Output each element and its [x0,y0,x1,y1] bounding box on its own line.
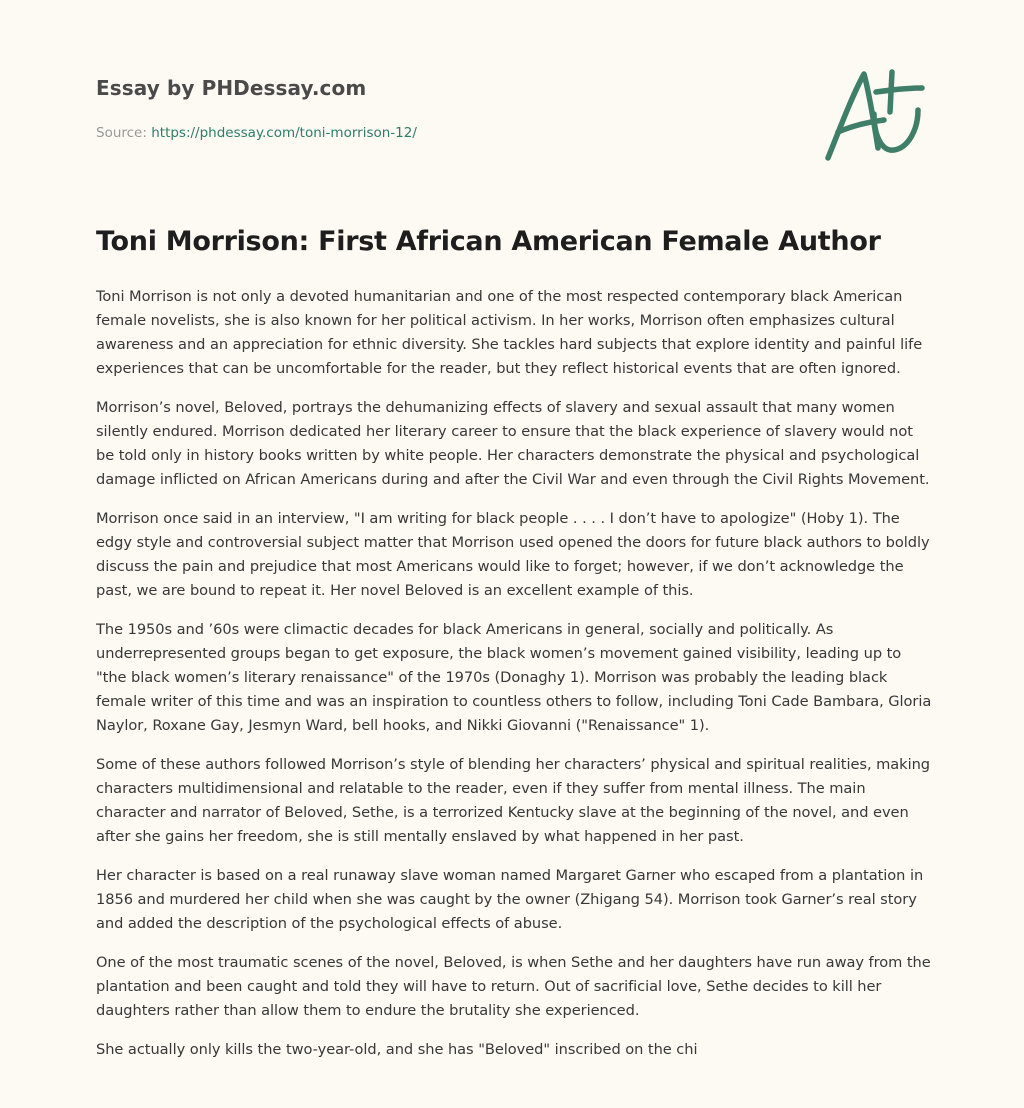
source-label: Source: [96,125,152,141]
source-link[interactable]: https://phdessay.com/toni-morrison-12/ [151,125,417,141]
paragraph: Some of these authors followed Morrison’s style of blending her characters’ physical and spiritual realities, making characters multidimensional and relatable to the reader, even if they suffer from mental illness. The main character and narrator of Beloved, Sethe, is a terrorized Kentucky slave at the beginning of the novel, and even after she gains her freedom, she is still mentally enslaved by what happened in her past. [96,756,930,845]
paragraph: One of the most traumatic scenes of the novel, Beloved, is when Sethe and her daughters have run away from the plantation and been caught and told they will have to return. Out of sacrificial love, Sethe decides to kill her daughters rather than allow them to endure the brutality she experienced. [96,954,931,1019]
page-header [96,76,796,141]
brand-name: Essay by PHDessay.com [96,76,367,100]
essay-title: Toni Morrison: First African American Female Author [96,226,881,257]
source-line [96,125,796,141]
a-plus-icon [818,66,930,166]
paragraph: Her character is based on a real runaway slave woman named Margaret Garner who escaped from a plantation in 1856 and murdered her child when she was caught by the owner (Zhigang 54). Morrison took Garner’s real story and added the description of the psychological effects of abuse. [96,867,924,932]
paragraph: Morrison once said in an interview, "I am writing for black people . . . . I don’t have to apologize" (Hoby 1). The edgy style and controversial subject matter that Morrison used opened the doors for future black authors to boldly discuss the pain and prejudice that most Americans would like to forget; however, if we don’t acknowledge the past, we are bound to repeat it. Her novel Beloved is an excellent example of this. [96,510,930,599]
essay-body [96,285,932,1077]
paragraph: Morrison’s novel, Beloved, portrays the dehumanizing effects of slavery and sexual assault that many women silently endured. Morrison dedicated her literary career to ensure that the black experience of slavery would not be told only in history books written by white people. Her characters demonstrate the physical and psychological damage inflicted on African Americans during and after the Civil War and even through the Civil Rights Movement. [96,399,930,488]
paragraph: Toni Morrison is not only a devoted humanitarian and one of the most respected contemporary black American female novelists, she is also known for her political activism. In her works, Morrison often emphasizes cultural awareness and an appreciation for ethnic diversity. She tackles hard subjects that explore identity and painful life experiences that can be uncomfortable for the reader, but they reflect historical events that are often ignored. [96,288,923,377]
paragraph: She actually only kills the two-year-old, and she has "Beloved" inscribed on the chi [96,1041,698,1058]
paragraph: The 1950s and ’60s were climactic decades for black Americans in general, socially and politically. As underrepresented groups began to get exposure, the black women’s movement gained visibility, leading up to "the black women’s literary renaissance" of the 1970s (Donaghy 1). Morrison was probably the leading black female writer of this time and was an inspiration to countless others to follow, including Toni Cade Bambara, Gloria Naylor, Roxane Gay, Jesmyn Ward, bell hooks, and Nikki Giovanni ("Renaissance" 1). [96,621,932,734]
